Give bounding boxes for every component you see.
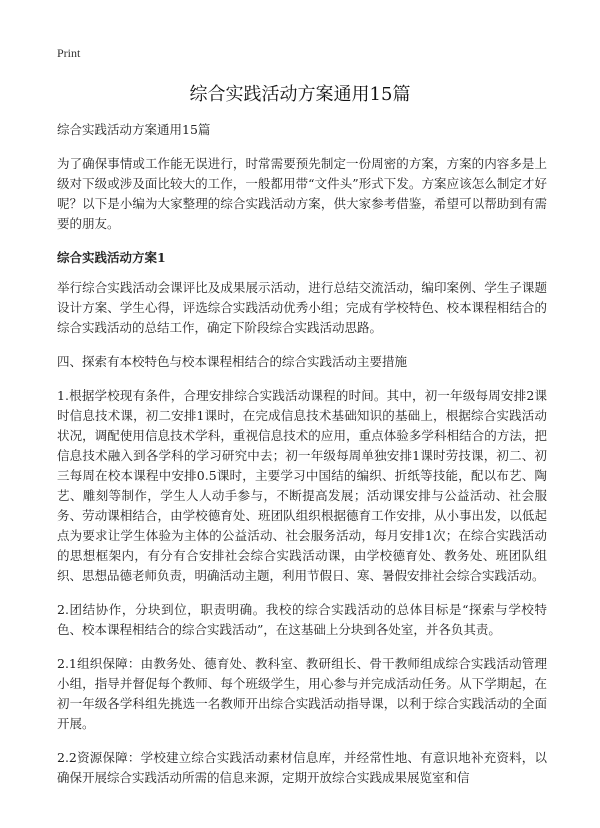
body-paragraph: 2.团结协作，分块到位，职责明确。我校的综合实践活动的总体目标是“探索与学校特色、校本课程相结合的综合实践活动”，在这基础上分块到各处室，并各负其责。 [57, 602, 547, 637]
body-paragraph: 举行综合实践活动会课评比及成果展示活动，进行总结交流活动，编印案例、学生子课题设计方案、学生心得，评选综合实践活动优秀小组；完成有学校特色、校本课程相结合的综合实践活动的总结工作，确定下阶段综合实践活动思路。 [57, 280, 547, 335]
body-paragraph: 四、探索有本校特色与校本课程相结合的综合实践活动主要措施 [57, 354, 408, 369]
document-title: 综合实践活动方案通用15篇 [189, 84, 411, 105]
print-link[interactable]: Print [57, 46, 81, 60]
body-paragraph: 2.2资源保障：学校建立综合实践活动素材信息库，并经常性地、有意识地补充资料，以确保开展综合实践活动所需的信息来源，定期开放综合实践成果展览室和信 [57, 750, 547, 785]
body-paragraph: 2.1组织保障：由教务处、德育处、教科室、教研组长、骨干教师组成综合实践活动管理小组，指导并督促每个教师、每个班级学生，用心参与并完成活动任务。从下学期起，在初一年级各学科组先挑选一名教师开出综合实践活动指导课，以利于综合实践活动的全面开展。 [57, 656, 547, 731]
section-heading: 综合实践活动方案1 [57, 250, 166, 265]
document-subtitle: 综合实践活动方案通用15篇 [57, 122, 211, 137]
intro-paragraph: 为了确保事情或工作能无误进行，时常需要预先制定一份周密的方案，方案的内容多是上级对下级或涉及面比较大的工作，一般都用带“文件头”形式下发。方案应该怎么制定才好呢？以下是小编为大家整理的综合实践活动方案，供大家参考借鉴，希望可以帮助到有需要的朋友。 [57, 156, 547, 231]
body-paragraph: 1.根据学校现有条件，合理安排综合实践活动课程的时间。其中，初一年级每周安排2课时信息技术课，初二安排1课时，在完成信息技术基础知识的基础上，根据综合实践活动状况，调配使用信息技术学科，重视信息技术的应用，重点体验多学科相结合的方法，把信息技术融入到各学科的学习研究中去；初一年级每周单独安排1课时劳技课，初二、初三每周在校本课程中安排0.5课时，主要学习中国结的编织、折纸等技能，配以布艺、陶艺、雕刻等制作，学生人人动手参与，不断提高发展；活动课安排与公益活动、社会服务、劳动课相结合，由学校德育处、班团队组织根据德育工作安排，从小事出发，以低起点为要求让学生体验为主体的公益活动、社会服务活动，每月安排1次；在综合实践活动的思想框架内，有分有合安排社会综合实践活动课，由学校德育处、教务处、班团队组织、思想品德老师负责，明确活动主题，利用节假日、寒、暑假安排社会综合实践活动。 [57, 388, 547, 583]
document-body [57, 120, 547, 802]
